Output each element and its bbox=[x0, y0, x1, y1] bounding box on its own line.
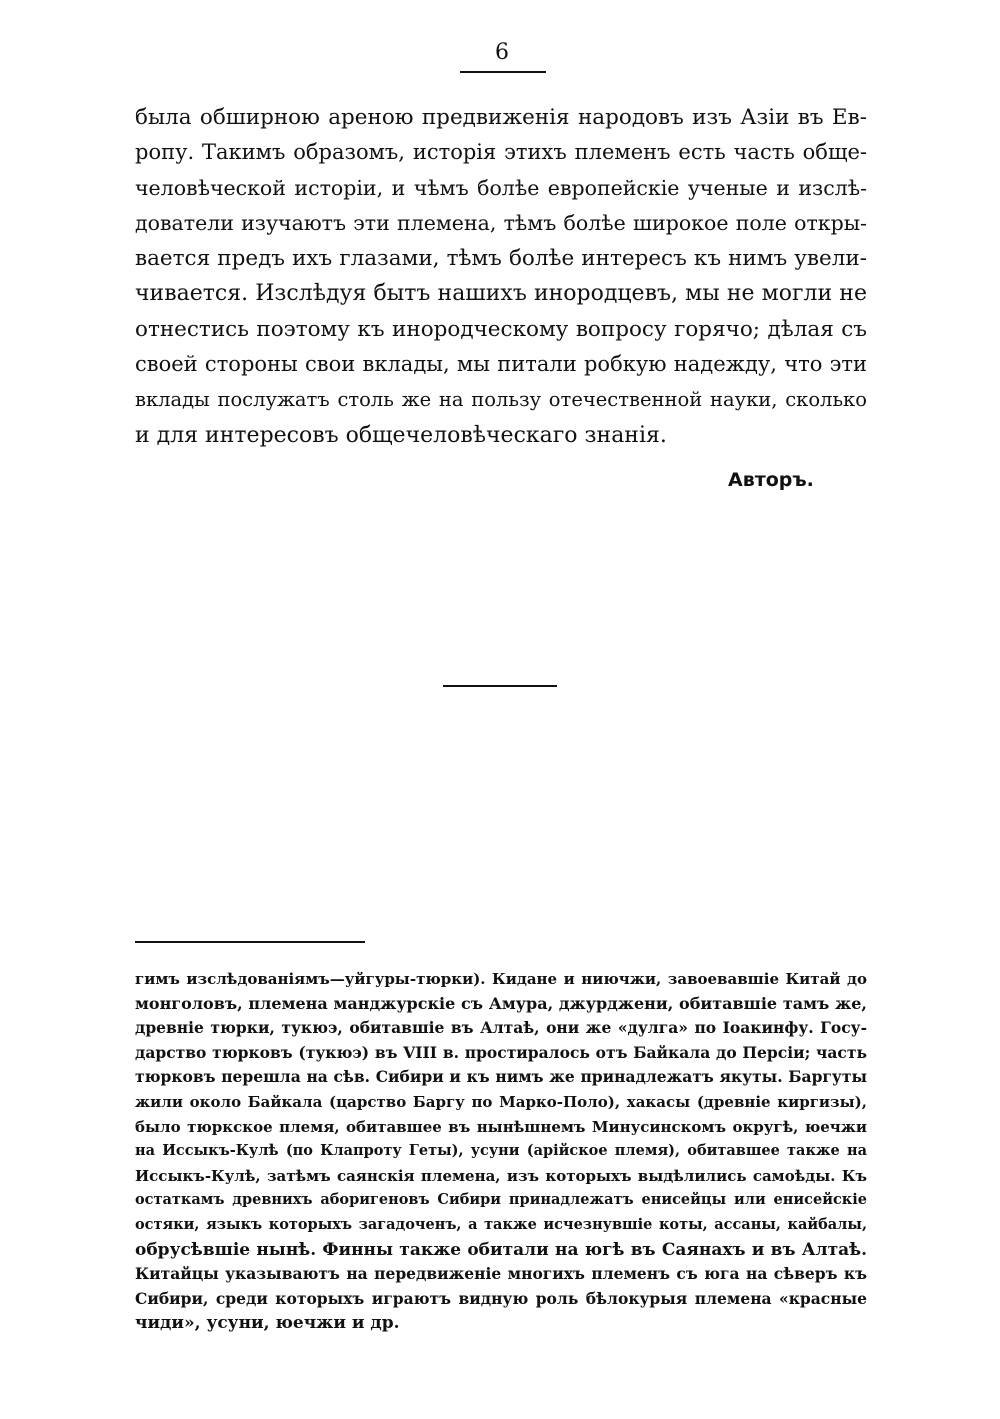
footnote-line: Сибири, среди которыхъ играютъ видную роль бѣлокурыя племена «красные bbox=[135, 1288, 867, 1308]
text-line: дователи изучаютъ эти племена, тѣмъ болѣе широкое поле откры- bbox=[135, 210, 867, 235]
text-line: чивается. Изслѣдуя бытъ нашихъ инородцевъ, мы не могли не bbox=[135, 281, 867, 307]
footnote-line: жили около Байкала (царство Баргу по Марко-Поло), хакасы (древніе киргизы), bbox=[135, 1092, 867, 1111]
page-number-rule bbox=[460, 71, 546, 73]
text-line: вклады послужатъ столь же на пользу отечественной науки, сколько bbox=[135, 388, 867, 412]
text-line: и для интересовъ общечеловѣческаго знанія. bbox=[135, 422, 667, 448]
text-line: вается предъ ихъ глазами, тѣмъ болѣе интересъ къ нимъ увели- bbox=[135, 246, 867, 272]
footnote-line: было тюркское племя, обитавшее въ нынѣшнемъ Минусинскомъ округѣ, юечжи bbox=[135, 1117, 867, 1136]
text-line: ропу. Такимъ образомъ, исторія этихъ племенъ есть часть обще- bbox=[135, 140, 867, 165]
footnote-line: Иссыкъ-Кулѣ, затѣмъ саянскія племена, изъ которыхъ выдѣлились самоѣды. Къ bbox=[135, 1166, 867, 1185]
footnote-line: остяки, языкъ которыхъ загадоченъ, а также исчезнувшіе коты, ассаны, кайбалы, bbox=[135, 1215, 867, 1233]
footnote-line: монголовъ, племена манджурскіе съ Амура, джурджени, обитавшіе тамъ же, bbox=[135, 993, 867, 1013]
page-number: 6 bbox=[495, 40, 509, 65]
footnote-line: Китайцы указываютъ на передвиженіе многихъ племенъ съ юга на сѣверъ къ bbox=[135, 1264, 867, 1284]
footnote-line: древніе тюрки, тукюэ, обитавшіе въ Алтаѣ, они же «дулга» по Іоакинфу. Госу- bbox=[135, 1018, 867, 1038]
text-line: человѣческой исторіи, и чѣмъ болѣе европейскіе ученые и изслѣ- bbox=[135, 175, 867, 200]
text-line: своей стороны свои вклады, мы питали робкую надежду, что эти bbox=[135, 352, 867, 377]
footnote-line: чиди», усуни, юечжи и др. bbox=[135, 1313, 400, 1334]
footnote-line: на Иссыкъ-Кулѣ (по Клапроту Геты), усуни (арійское племя), обитавшее также на bbox=[135, 1142, 867, 1160]
footnote-line: остаткамъ древнихъ аборигеновъ Сибири принадлежатъ енисейцы или енисейскіе bbox=[135, 1191, 867, 1209]
section-divider bbox=[443, 685, 557, 687]
text-line: была обширною ареною предвиженія народовъ изъ Азіи въ Ев- bbox=[135, 105, 867, 130]
author-signature: Авторъ. bbox=[728, 469, 814, 491]
footnote-separator bbox=[135, 941, 365, 943]
footnote-line: обрусѣвшіе нынѣ. Финны также обитали на югѣ въ Саянахъ и въ Алтаѣ. bbox=[135, 1239, 867, 1260]
footnote-line: тюрковъ перешла на сѣв. Сибири и къ нимъ же принадлежатъ якуты. Баргуты bbox=[135, 1067, 867, 1087]
main-text bbox=[135, 100, 867, 453]
footnote-line: гимъ изслѣдованіямъ—уйгуры-тюрки). Кидане и ниючжи, завоевавшіе Китай до bbox=[135, 970, 867, 988]
text-line: отнестись поэтому къ инородческому вопросу горячо; дѣлая съ bbox=[135, 316, 867, 342]
footnote-line: дарство тюрковъ (тукюэ) въ VIII в. простиралось отъ Байкала до Персіи; часть bbox=[135, 1042, 867, 1062]
footnote bbox=[135, 967, 867, 1336]
